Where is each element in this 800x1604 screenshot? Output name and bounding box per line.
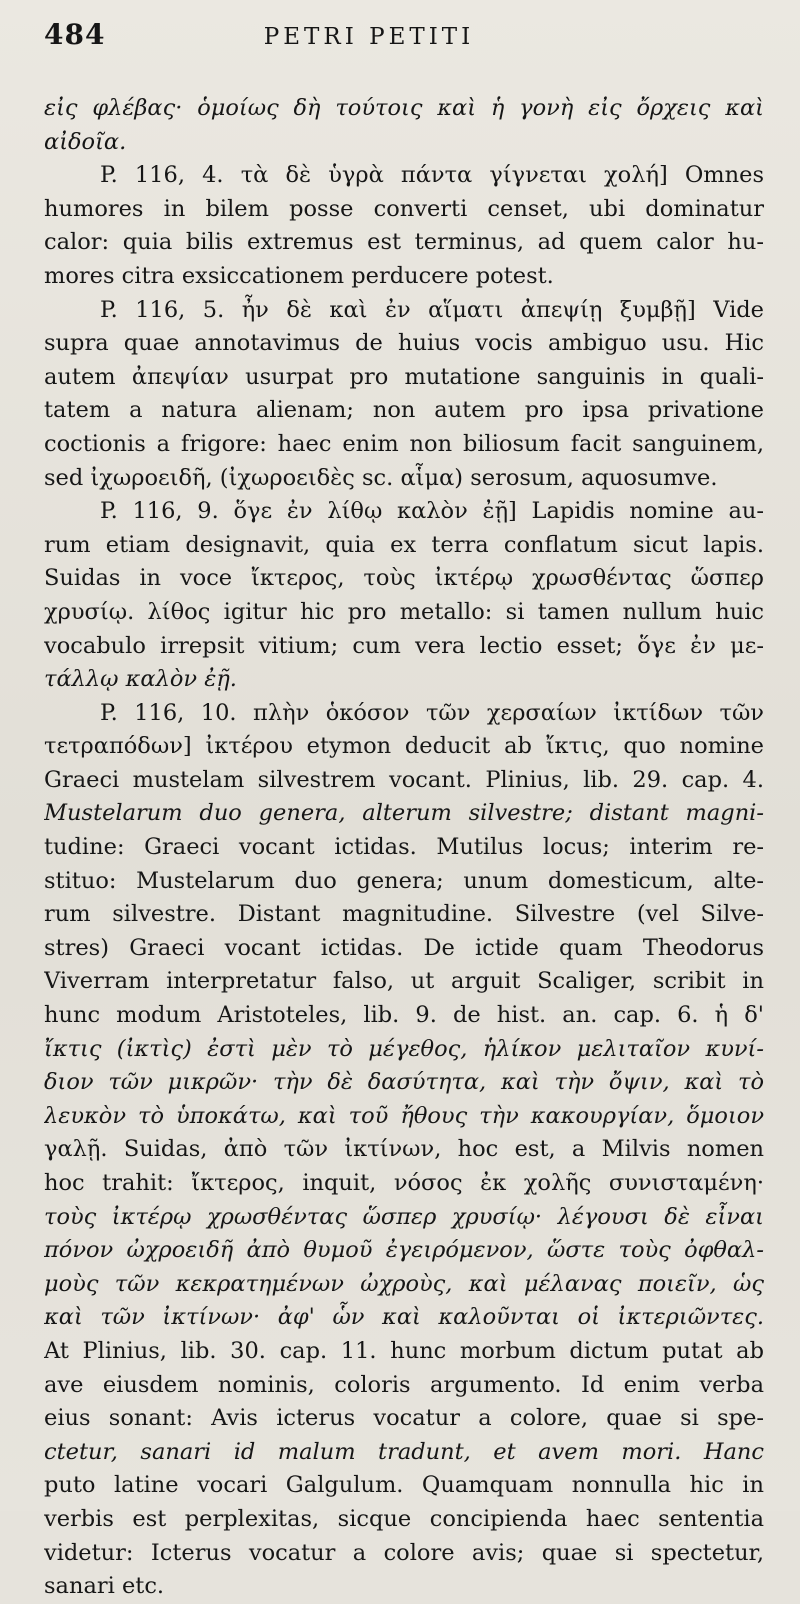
text-line: τοὺς ἰκτέρῳ χρωσθέντας ὥσπερ χρυσίῳ· λέγουσι δὲ εἶναι	[44, 1203, 764, 1230]
text-line: vocabulo irrepsit vitium; cum vera lectio esset; ὅγε ἐν με-	[44, 632, 764, 659]
text-line: stres) Graeci vocant ictidas. De ictide quam Theodorus	[44, 934, 764, 961]
text-line: sed ἰχωροειδῆ, (ἰχωροειδὲς sc. αἷμα) serosum, aquosumve.	[44, 464, 718, 491]
text-line: calor: quia bilis extremus est terminus, ad quem calor hu-	[44, 229, 764, 256]
text-line: supra quae annotavimus de huius vocis ambiguo usu. Hic	[44, 330, 764, 357]
text-line: μοὺς τῶν κεκρατημένων ὠχροὺς, καὶ μέλανας ποιεῖν, ὡς	[44, 1270, 764, 1297]
text-line: Viverram interpretatur falso, ut arguit Scaliger, scribit in	[44, 968, 764, 995]
text-line: χρυσίῳ. λίθος igitur hic pro metallo: si tamen nullum huic	[44, 598, 764, 625]
text-line: γαλῇ. Suidas, ἀπὸ τῶν ἰκτίνων, hoc est, a Milvis nomen	[44, 1136, 764, 1163]
text-line: Graeci mustelam silvestrem vocant. Plinius, lib. 29. cap. 4.	[44, 766, 764, 793]
text-line: videtur: Icterus vocatur a colore avis; quae si spectetur,	[44, 1539, 764, 1566]
text-line: puto latine vocari Galgulum. Quamquam nonnulla hic in	[44, 1472, 764, 1499]
text-line: verbis est perplexitas, sicque concipienda haec sententia	[44, 1505, 764, 1532]
text-line: coctionis a frigore: haec enim non biliosum facit sanguinem,	[44, 430, 764, 457]
text-line: autem ἀπεψίαν usurpat pro mutatione sanguinis in quali-	[44, 363, 764, 390]
text-line: αἰδοῖα.	[44, 128, 127, 155]
text-line: ἴκτις (ἰκτὶς) ἐστὶ μὲν τὸ μέγεθος, ἡλίκον μελιταῖον κυνί-	[44, 1035, 764, 1062]
text-line: ctetur, sanari id malum tradunt, et avem mori. Hanc	[44, 1438, 764, 1465]
text-line: mores citra exsiccationem perducere potest.	[44, 262, 554, 289]
text-line: eius sonant: Avis icterus vocatur a colore, quae si spe-	[44, 1405, 764, 1432]
text-line: τετραπόδων] ἰκτέρου etymon deducit ab ἴκτις, quo nomine	[44, 733, 764, 760]
text-line: rum silvestre. Distant magnitudine. Silvestre (vel Silve-	[44, 901, 764, 928]
text-line: καὶ τῶν ἰκτίνων· ἀφ' ὧν καὶ καλοῦνται οἱ ἰκτεριῶντες.	[44, 1304, 764, 1331]
text-line: hoc trahit: ἴκτερος, inquit, νόσος ἐκ χολῆς συνισταμένη·	[44, 1170, 764, 1196]
text-line: πόνον ὠχροειδῆ ἀπὸ θυμοῦ ἐγειρόμενον, ὥστε τοὺς ὀφθαλ-	[44, 1237, 764, 1264]
text-line: P. 116, 4. τὰ δὲ ὑγρὰ πάντα γίγνεται χολή] Omnes	[100, 162, 764, 189]
text-line: εἰς φλέβας· ὁμοίως δὴ τούτοις καὶ ἡ γονὴ εἰς ὄρχεις καὶ	[44, 95, 764, 121]
text-line: τάλλῳ καλὸν ἐῇ.	[44, 666, 237, 693]
text-line: ave eiusdem nominis, coloris argumento. Id enim verba	[44, 1371, 764, 1398]
text-line: P. 116, 5. ἦν δὲ καὶ ἐν αἵματι ἀπεψίῃ ξυμβῇ] Vide	[100, 296, 764, 323]
commentary-text	[44, 92, 764, 1604]
running-title: PETRI PETITI	[263, 24, 475, 50]
text-line: διον τῶν μικρῶν· τὴν δὲ δασύτητα, καὶ τὴν ὄψιν, καὶ τὸ	[44, 1069, 764, 1096]
text-line: Suidas in voce ἴκτερος, τοὺς ἰκτέρῳ χρωσθέντας ὥσπερ	[44, 565, 764, 592]
page-number: 484	[44, 18, 106, 51]
text-line: hunc modum Aristoteles, lib. 9. de hist. an. cap. 6. ἡ δ'	[44, 1002, 764, 1029]
text-line: humores in bilem posse converti censet, ubi dominatur	[44, 195, 764, 222]
text-line: tudine: Graeci vocant ictidas. Mutilus locus; interim re-	[44, 834, 764, 861]
text-line: stituo: Mustelarum duo genera; unum domesticum, alte-	[44, 867, 764, 894]
running-head	[44, 18, 764, 66]
text-line: sanari etc.	[44, 1573, 165, 1600]
text-line: P. 116, 10. πλὴν ὁκόσον τῶν χερσαίων ἰκτίδων τῶν	[100, 699, 764, 726]
text-line: P. 116, 9. ὅγε ἐν λίθῳ καλὸν ἐῇ] Lapidis nomine au-	[100, 498, 764, 525]
text-line: At Plinius, lib. 30. cap. 11. hunc morbum dictum putat ab	[44, 1337, 764, 1364]
text-line: rum etiam designavit, quia ex terra conflatum sicut lapis.	[44, 531, 764, 558]
text-line: λευκὸν τὸ ὑποκάτω, καὶ τοῦ ἤθους τὴν κακουργίαν, ὅμοιον	[44, 1102, 764, 1129]
text-line: tatem a natura alienam; non autem pro ipsa privatione	[44, 397, 764, 424]
text-line: Mustelarum duo genera, alterum silvestre; distant magni-	[44, 800, 764, 827]
